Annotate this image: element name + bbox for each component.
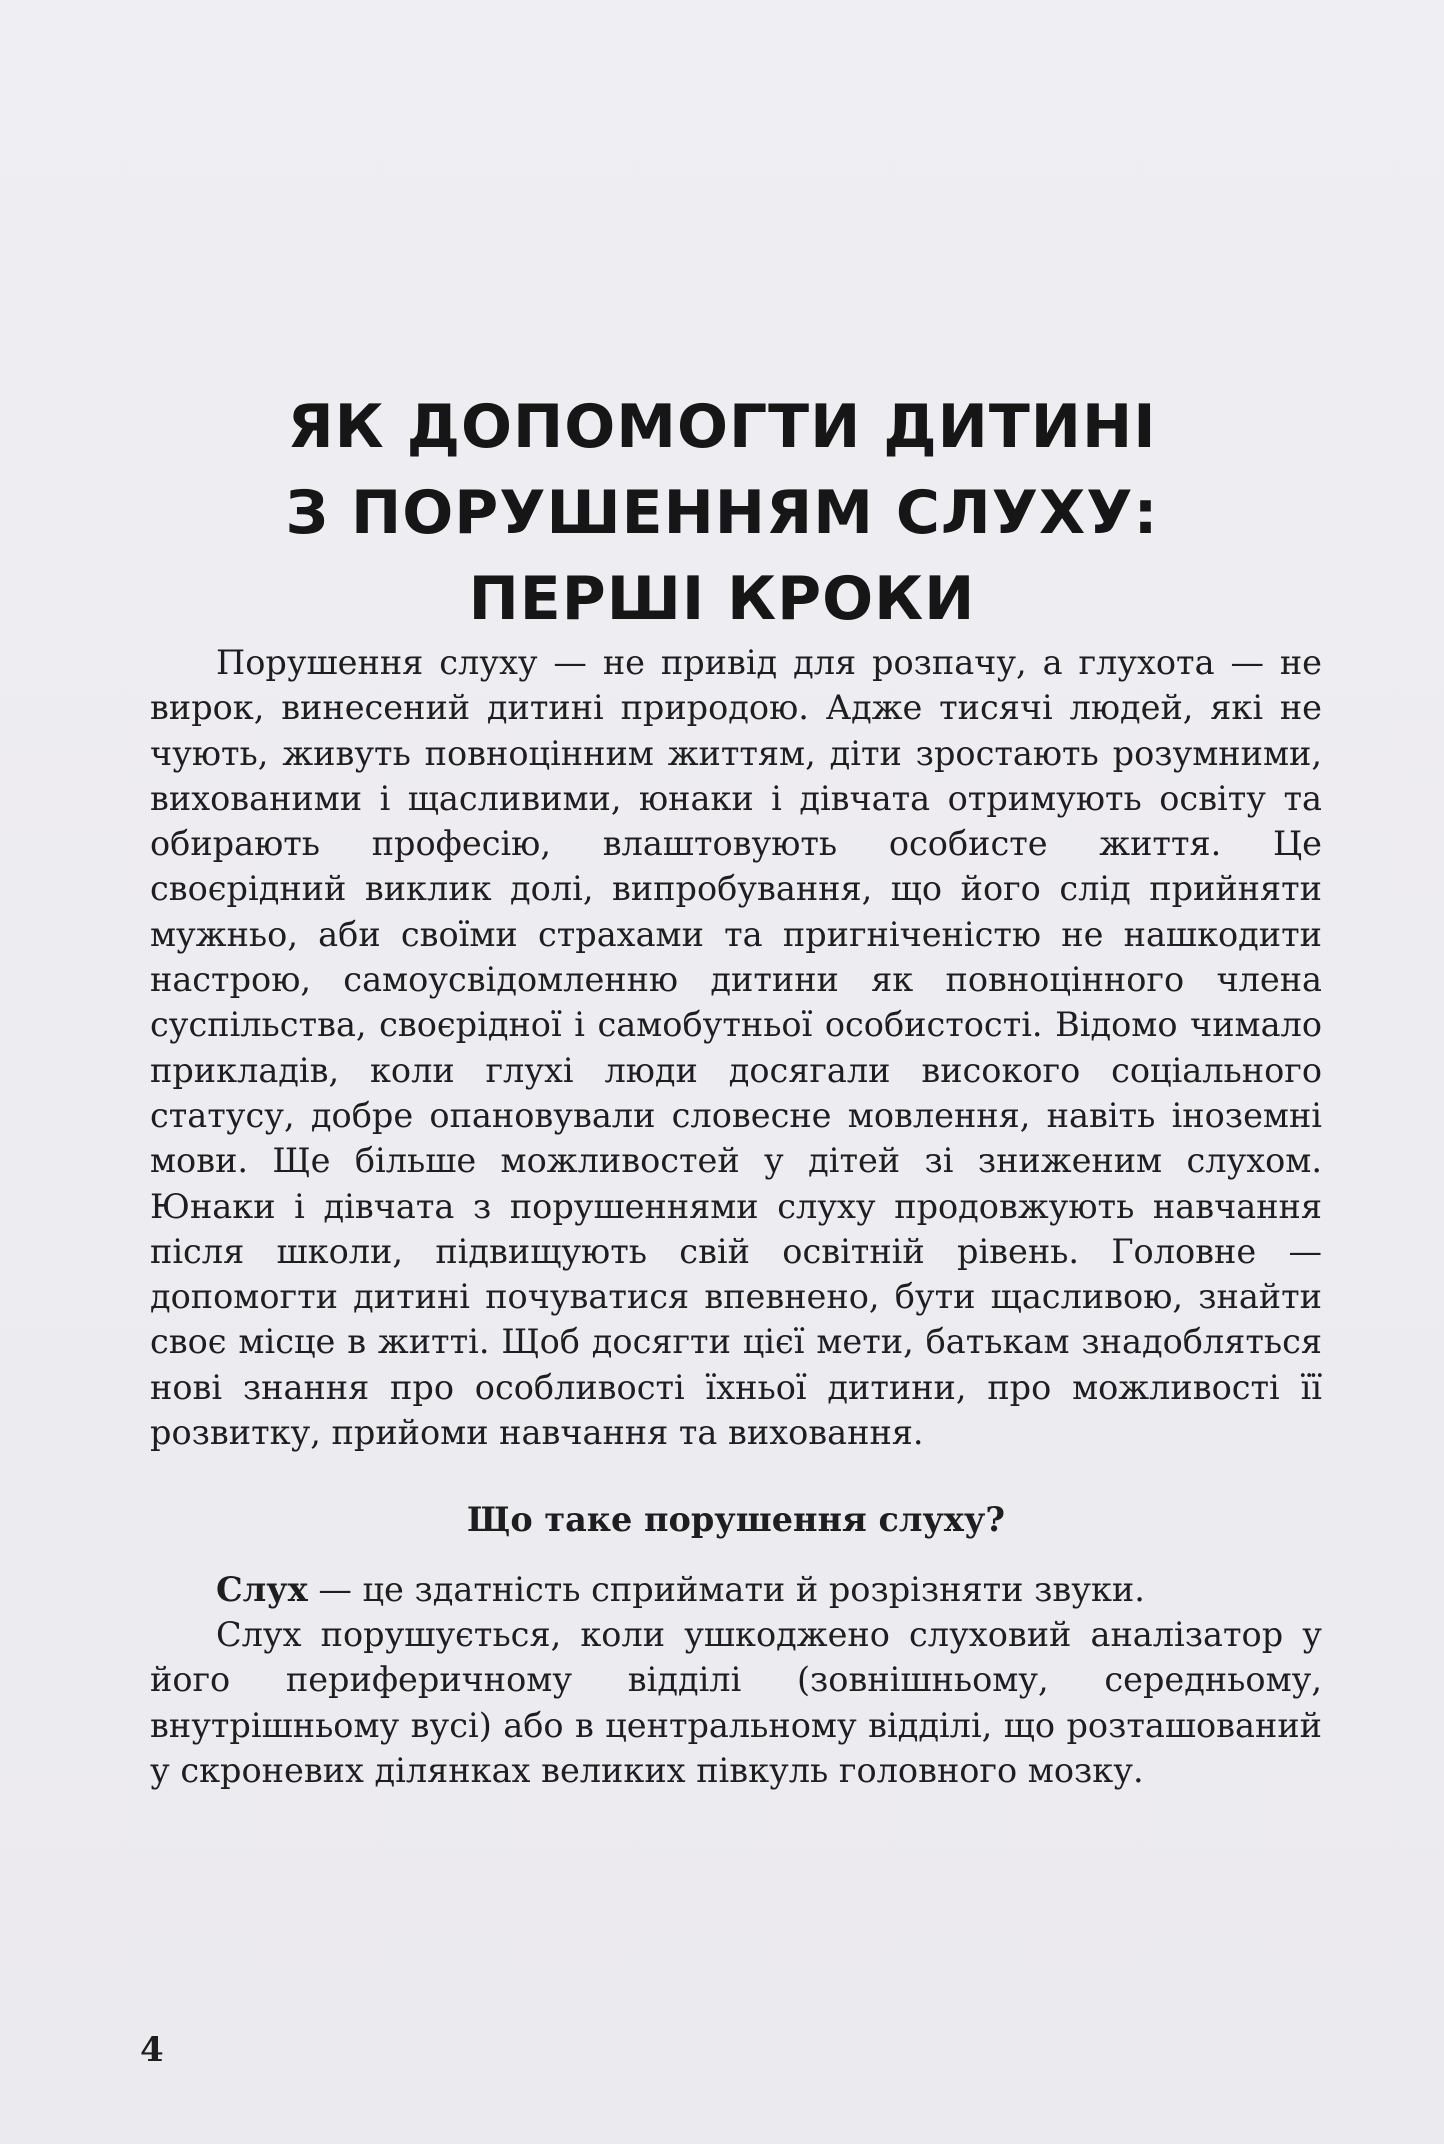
section-heading: Що таке порушення слуху? [467, 1500, 1005, 1540]
chapter-title [0, 384, 1444, 642]
second-paragraph: Слух порушується, коли ушкоджено слуховий аналізатор у його периферичному відділі (зовнішньому, середньому, внутрішньому вусі) або в центральному відділі, що розташований у скроневих ділянках великих півкуль головного мозку. [150, 1614, 1322, 1790]
chapter-title-line-1: ЯК ДОПОМОГТИ ДИТИНІ [287, 392, 1157, 462]
definition-term: Слух [216, 1569, 308, 1609]
definition-paragraph [150, 1567, 1322, 1612]
chapter-body [150, 640, 1322, 1793]
page-number: 4 [140, 2030, 164, 2070]
intro-paragraph: Порушення слуху — не привід для розпачу, а глухота — не вирок, винесений дитині природою. Адже тисячі людей, які не чують, живуть повноцінним життям, діти зростають розумними, вихованими і щасливими, юнаки і дівчата отримують освіту та обирають професію, влаштовують особисте життя. Це своєрідний виклик долі, випробування, що його слід прийняти мужньо, аби своїми страхами та пригніченістю не нашкодити настрою, самоусвідомленню дитини як повноцінного члена суспільства, своєрідної і самобутньої особистості. Відомо чимало прикладів, коли глухі люди досягали високого соціального статусу, добре опановували словесне мовлення, навіть іноземні мови. Ще більше можливостей у дітей зі зниженим слухом. Юнаки і дівчата з порушеннями слуху продовжують навчання після школи, підвищують свій освітній рівень. Головне — допомогти дитині почуватися впевнено, бути щасливою, знайти своє місце в житті. Щоб досягти цієї мети, батькам знадобляться нові знання про особливості їхньої дитини, про можливості її розвитку, прийоми навчання та виховання. [150, 643, 1322, 1453]
definition-text: — це здатність сприймати й розрізняти звуки. [307, 1569, 1145, 1609]
chapter-title-line-3: ПЕРШІ КРОКИ [468, 564, 976, 634]
chapter-title-line-2: З ПОРУШЕННЯМ СЛУХУ: [285, 478, 1159, 548]
